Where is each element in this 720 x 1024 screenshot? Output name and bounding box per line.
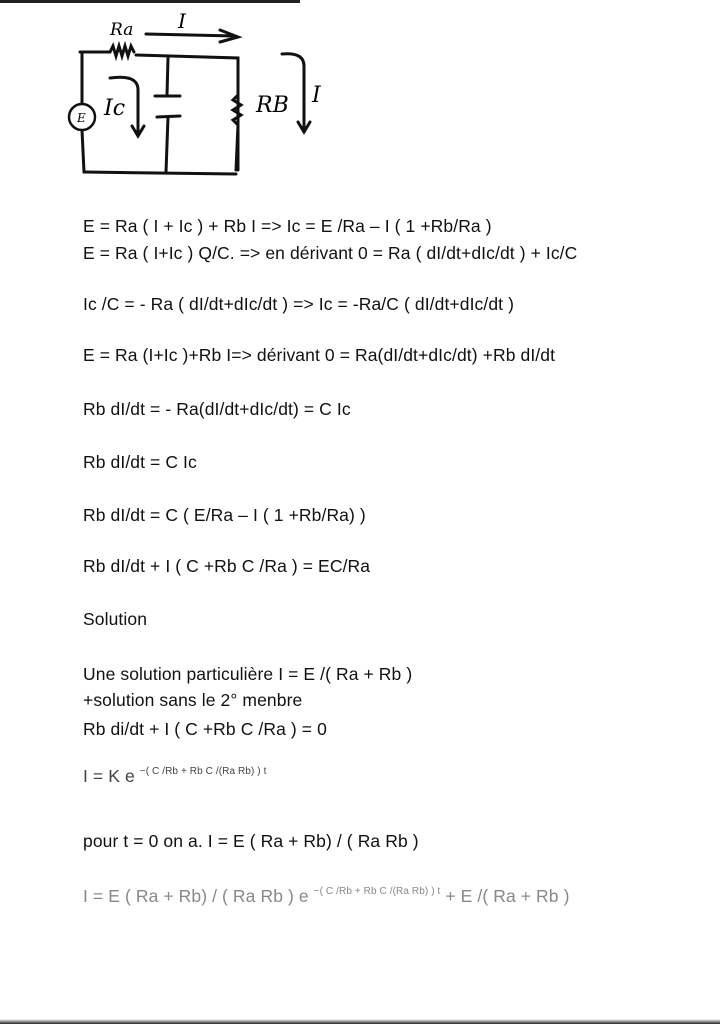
wire-top bbox=[136, 55, 238, 170]
label-ic: Ic bbox=[104, 96, 126, 121]
final-solution-base: I = E ( Ra + Rb) / ( Ra Rb ) e bbox=[83, 886, 314, 906]
label-current-right: I bbox=[312, 83, 321, 108]
equation-line: Ic /C = - Ra ( dI/dt+dIc/dt ) => Ic = -Ra/C ( dI/dt+dIc/dt ) bbox=[83, 294, 515, 314]
equation-line: Rb dI/dt = C Ic bbox=[83, 452, 197, 472]
equation-line: Une solution particulière I = E /( Ra + Rb ) bbox=[83, 664, 413, 684]
wire-bottom bbox=[84, 172, 236, 174]
equation-line: Rb dI/dt = - Ra(dI/dt+dIc/dt) = C Ic bbox=[83, 399, 351, 419]
label-source: E bbox=[77, 111, 86, 125]
label-current-top: I bbox=[178, 9, 186, 33]
equation-line: E = Ra (I+Ic )+Rb I=> dérivant 0 = Ra(dI/dt+dIc/dt) +Rb dI/dt bbox=[83, 345, 556, 365]
equation-line: E = Ra ( I + Ic ) + Rb I => Ic = E /Ra – I ( 1 +Rb/Ra ) bbox=[83, 216, 492, 236]
general-solution-exponent: −( C /Rb + Rb C /(Ra Rb) ) t bbox=[139, 766, 267, 777]
equation-line: E = Ra ( I+Ic ) Q/C. => en dérivant 0 = Ra ( dI/dt+dIc/dt ) + Ic/C bbox=[83, 243, 578, 263]
initial-condition: pour t = 0 on a. I = E ( Ra + Rb) / ( Ra Rb ) bbox=[83, 831, 419, 851]
final-solution bbox=[83, 886, 570, 907]
general-solution-base: I = K e bbox=[83, 766, 140, 786]
final-solution-exponent: −( C /Rb + Rb C /(Ra Rb) ) t bbox=[313, 886, 441, 897]
label-ra: Ra bbox=[110, 20, 134, 40]
general-solution bbox=[83, 766, 266, 787]
arrow-top bbox=[146, 30, 238, 42]
equation-line: +solution sans le 2° menbre bbox=[83, 690, 303, 710]
equation-line: Rb dI/dt + I ( C +Rb C /Ra ) = EC/Ra bbox=[83, 556, 371, 576]
scan-edge-bottom bbox=[0, 1019, 720, 1024]
capacitor bbox=[155, 58, 180, 172]
equation-line: Rb di/dt + I ( C +Rb C /Ra ) = 0 bbox=[83, 719, 327, 739]
section-heading-solution: Solution bbox=[83, 609, 148, 629]
circuit-diagram bbox=[60, 0, 360, 200]
equation-line: Rb dI/dt = C ( E/Ra – I ( 1 +Rb/Ra) ) bbox=[83, 505, 366, 525]
label-rb: RB bbox=[256, 93, 289, 118]
resistor-ra bbox=[110, 46, 134, 56]
final-solution-tail: + E /( Ra + Rb ) bbox=[440, 886, 570, 906]
resistor-rb bbox=[233, 58, 241, 170]
